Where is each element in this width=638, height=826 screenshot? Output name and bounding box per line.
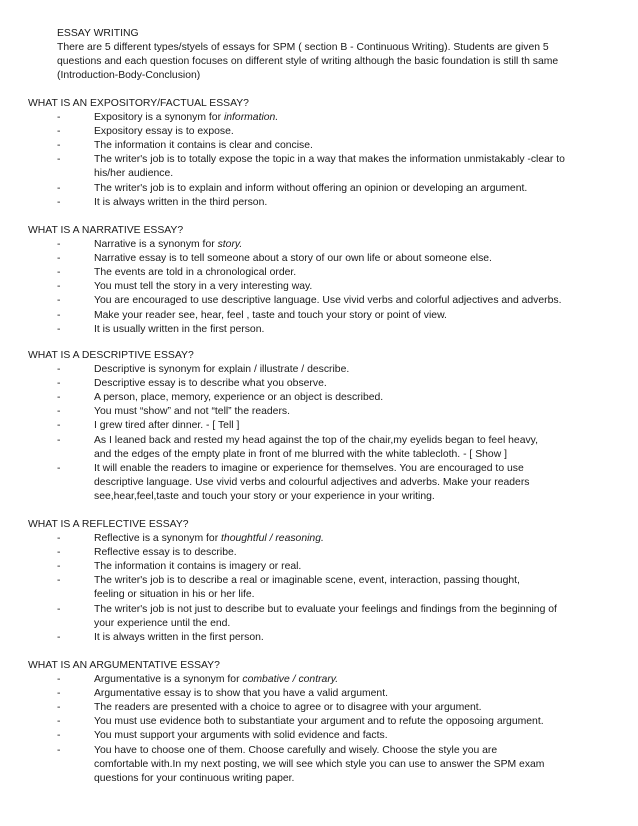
item-text: The events are told in a chronological order. bbox=[94, 267, 297, 279]
list-item bbox=[28, 238, 618, 252]
list-item bbox=[28, 434, 618, 462]
item-line bbox=[94, 687, 618, 701]
list-item bbox=[28, 546, 618, 560]
section-heading: WHAT IS A DESCRIPTIVE ESSAY? bbox=[28, 350, 194, 361]
item-text: Descriptive essay is to describe what you observe. bbox=[94, 378, 327, 390]
section-expository bbox=[28, 97, 618, 210]
item-line bbox=[94, 434, 618, 448]
item-text: Descriptive is synonym for explain / illustrate / describe. bbox=[94, 364, 350, 376]
intro-block bbox=[57, 27, 617, 83]
section-heading: WHAT IS A REFLECTIVE ESSAY? bbox=[28, 519, 189, 530]
item-line bbox=[94, 462, 618, 476]
item-line bbox=[94, 574, 618, 588]
bullet-dash: - bbox=[57, 378, 61, 390]
bullet-dash: - bbox=[57, 154, 61, 166]
item-line bbox=[94, 153, 618, 167]
item-text: You must use evidence both to substantiate your argument and to refute the opposoing argument. bbox=[94, 716, 544, 728]
list-item bbox=[28, 280, 618, 294]
intro-line: questions and each question focuses on different style of writing although the basic foundation is still th same bbox=[57, 56, 559, 68]
bullet-list bbox=[28, 532, 618, 645]
bullet-dash: - bbox=[57, 182, 61, 194]
item-line bbox=[94, 125, 618, 139]
item-text: It is usually written in the first person. bbox=[94, 323, 265, 335]
bullet-dash: - bbox=[57, 126, 61, 138]
list-item bbox=[28, 419, 618, 433]
item-line bbox=[94, 546, 618, 560]
item-line bbox=[94, 758, 618, 772]
item-line bbox=[94, 323, 618, 337]
item-line bbox=[94, 419, 618, 433]
item-text: The readers are presented with a choice to agree or to disagree with your argument. bbox=[94, 702, 482, 714]
item-text: Make your reader see, hear, feel , taste and touch your story or point of view. bbox=[94, 309, 447, 321]
item-text: feeling or situation in his or her life. bbox=[94, 589, 255, 601]
item-text: Expository is a synonym for bbox=[94, 112, 224, 124]
document-title: ESSAY WRITING bbox=[57, 28, 139, 39]
list-item bbox=[28, 560, 618, 574]
list-item bbox=[28, 729, 618, 743]
list-item bbox=[28, 532, 618, 546]
bullet-dash: - bbox=[57, 533, 61, 545]
item-line bbox=[94, 631, 618, 645]
bullet-dash: - bbox=[57, 730, 61, 742]
section-reflective bbox=[28, 518, 618, 645]
section-heading: WHAT IS AN EXPOSITORY/FACTUAL ESSAY? bbox=[28, 98, 249, 109]
item-text: Argumentative essay is to show that you have a valid argument. bbox=[94, 688, 388, 700]
item-text: I grew tired after dinner. - [ Tell ] bbox=[94, 420, 240, 432]
item-text: Argumentative is a synonym for bbox=[94, 674, 243, 686]
bullet-dash: - bbox=[57, 674, 61, 686]
item-line bbox=[94, 182, 618, 196]
bullet-dash: - bbox=[57, 267, 61, 279]
item-line bbox=[94, 309, 618, 323]
bullet-dash: - bbox=[57, 253, 61, 265]
item-text: A person, place, memory, experience or an object is described. bbox=[94, 392, 384, 404]
bullet-dash: - bbox=[57, 112, 61, 124]
item-text: see,hear,feel,taste and touch your story or your experience in your writing. bbox=[94, 490, 435, 502]
list-item bbox=[28, 153, 618, 181]
bullet-dash: - bbox=[57, 561, 61, 573]
item-text: You are encouraged to use descriptive language. Use vivid verbs and colorful adjectives and adverbs. bbox=[94, 295, 562, 307]
list-item bbox=[28, 323, 618, 337]
bullet-dash: - bbox=[57, 309, 61, 321]
item-line bbox=[94, 111, 618, 125]
list-item bbox=[28, 182, 618, 196]
item-text: The information it contains is clear and concise. bbox=[94, 140, 313, 152]
bullet-dash: - bbox=[57, 364, 61, 376]
bullet-dash: - bbox=[57, 744, 61, 756]
item-text: Expository essay is to expose. bbox=[94, 126, 234, 138]
item-text: Reflective is a synonym for bbox=[94, 533, 222, 545]
list-item bbox=[28, 252, 618, 266]
list-item bbox=[28, 266, 618, 280]
section-heading: WHAT IS A NARRATIVE ESSAY? bbox=[28, 225, 184, 236]
bullet-list bbox=[28, 673, 618, 786]
item-text: comfortable with.In my next posting, we will see which style you can use to answer the SPM exam bbox=[94, 758, 545, 770]
bullet-dash: - bbox=[57, 603, 61, 615]
section-heading: WHAT IS AN ARGUMENTATIVE ESSAY? bbox=[28, 660, 220, 671]
list-item bbox=[28, 196, 618, 210]
item-text: questions for your continuous writing paper. bbox=[94, 772, 295, 784]
item-text: You must tell the story in a very interesting way. bbox=[94, 281, 313, 293]
bullet-list bbox=[28, 111, 618, 210]
bullet-dash: - bbox=[57, 688, 61, 700]
bullet-dash: - bbox=[57, 295, 61, 307]
item-text: The writer's job is not just to describe but to evaluate your feelings and findings from the beginning of bbox=[94, 603, 557, 615]
item-line bbox=[94, 715, 618, 729]
item-text: his/her audience. bbox=[94, 168, 174, 180]
item-line bbox=[94, 405, 618, 419]
item-text: It is always written in the first person. bbox=[94, 631, 264, 643]
item-text: It will enable the readers to imagine or experience for themselves. You are encouraged to use bbox=[94, 462, 524, 474]
item-line bbox=[94, 448, 618, 462]
item-line bbox=[94, 377, 618, 391]
item-line bbox=[94, 772, 618, 786]
list-item bbox=[28, 377, 618, 391]
list-item bbox=[28, 744, 618, 786]
bullet-dash: - bbox=[57, 323, 61, 335]
item-line bbox=[94, 490, 618, 504]
item-line bbox=[94, 476, 618, 490]
bullet-dash: - bbox=[57, 140, 61, 152]
item-line bbox=[94, 363, 618, 377]
list-item bbox=[28, 462, 618, 504]
item-line bbox=[94, 294, 618, 308]
item-line bbox=[94, 196, 618, 210]
item-line bbox=[94, 701, 618, 715]
item-line bbox=[94, 252, 618, 266]
bullet-dash: - bbox=[57, 196, 61, 208]
item-line bbox=[94, 391, 618, 405]
item-text: and the edges of the empty plate in front of me blurred with the white tablecloth. - [ Show ] bbox=[94, 448, 507, 460]
list-item bbox=[28, 391, 618, 405]
item-text: descriptive language. Use vivid verbs and colourful adjectives and adverbs. Make your readers bbox=[94, 476, 530, 488]
bullet-dash: - bbox=[57, 392, 61, 404]
bullet-dash: - bbox=[57, 702, 61, 714]
bullet-dash: - bbox=[57, 547, 61, 559]
item-line bbox=[94, 532, 618, 546]
item-text: You must support your arguments with solid evidence and facts. bbox=[94, 730, 388, 742]
bullet-dash: - bbox=[57, 420, 61, 432]
list-item bbox=[28, 673, 618, 687]
bullet-list bbox=[28, 238, 618, 337]
bullet-dash: - bbox=[57, 434, 61, 446]
bullet-dash: - bbox=[57, 575, 61, 587]
list-item bbox=[28, 405, 618, 419]
item-emphasis: information. bbox=[223, 112, 279, 124]
bullet-dash: - bbox=[57, 631, 61, 643]
list-item bbox=[28, 701, 618, 715]
item-text: It is always written in the third person. bbox=[94, 196, 268, 208]
item-line bbox=[94, 617, 618, 631]
list-item bbox=[28, 687, 618, 701]
bullet-list bbox=[28, 363, 618, 504]
list-item bbox=[28, 715, 618, 729]
list-item bbox=[28, 125, 618, 139]
section-argumentative bbox=[28, 659, 618, 786]
item-text: your experience until the end. bbox=[94, 617, 231, 629]
item-line bbox=[94, 167, 618, 181]
item-emphasis: combative / contrary. bbox=[242, 674, 339, 686]
list-item bbox=[28, 111, 618, 125]
list-item bbox=[28, 363, 618, 377]
item-text: The information it contains is imagery or real. bbox=[94, 561, 302, 573]
bullet-dash: - bbox=[57, 239, 61, 251]
bullet-dash: - bbox=[57, 406, 61, 418]
item-line bbox=[94, 588, 618, 602]
item-line bbox=[94, 729, 618, 743]
item-text: You must “show” and not “tell” the readers. bbox=[94, 406, 290, 418]
bullet-dash: - bbox=[57, 462, 61, 474]
item-text: You have to choose one of them. Choose carefully and wisely. Choose the style you are bbox=[94, 744, 498, 756]
item-text: Narrative is a synonym for bbox=[94, 239, 218, 251]
intro-line: There are 5 different types/styels of essays for SPM ( section B - Continuous Writing). Students are given 5 bbox=[57, 42, 549, 54]
list-item bbox=[28, 631, 618, 645]
intro-line: (Introduction-Body-Conclusion) bbox=[57, 70, 201, 82]
item-line bbox=[94, 266, 618, 280]
list-item bbox=[28, 294, 618, 308]
list-item bbox=[28, 603, 618, 631]
item-line bbox=[94, 560, 618, 574]
list-item bbox=[28, 309, 618, 323]
item-line bbox=[94, 238, 618, 252]
item-text: As I leaned back and rested my head against the top of the chair,my eyelids began to feel heavy, bbox=[94, 434, 538, 446]
item-text: The writer's job is to totally expose the topic in a way that makes the information unmistakably -clear to bbox=[94, 154, 565, 166]
item-text: Reflective essay is to describe. bbox=[94, 547, 237, 559]
item-emphasis: thoughtful / reasoning. bbox=[221, 533, 324, 545]
item-text: The writer's job is to describe a real or imaginable scene, event, interaction, passing thought, bbox=[94, 575, 520, 587]
list-item bbox=[28, 139, 618, 153]
bullet-dash: - bbox=[57, 716, 61, 728]
item-line bbox=[94, 139, 618, 153]
item-text: The writer's job is to explain and inform without offering an opinion or developing an argument. bbox=[94, 182, 528, 194]
section-descriptive bbox=[28, 349, 618, 504]
item-line bbox=[94, 280, 618, 294]
bullet-dash: - bbox=[57, 281, 61, 293]
list-item bbox=[28, 574, 618, 602]
section-narrative bbox=[28, 224, 618, 337]
item-text: Narrative essay is to tell someone about a story of our own life or about someone else. bbox=[94, 253, 492, 265]
item-line bbox=[94, 673, 618, 687]
item-emphasis: story. bbox=[217, 239, 243, 251]
item-line bbox=[94, 603, 618, 617]
item-line bbox=[94, 744, 618, 758]
